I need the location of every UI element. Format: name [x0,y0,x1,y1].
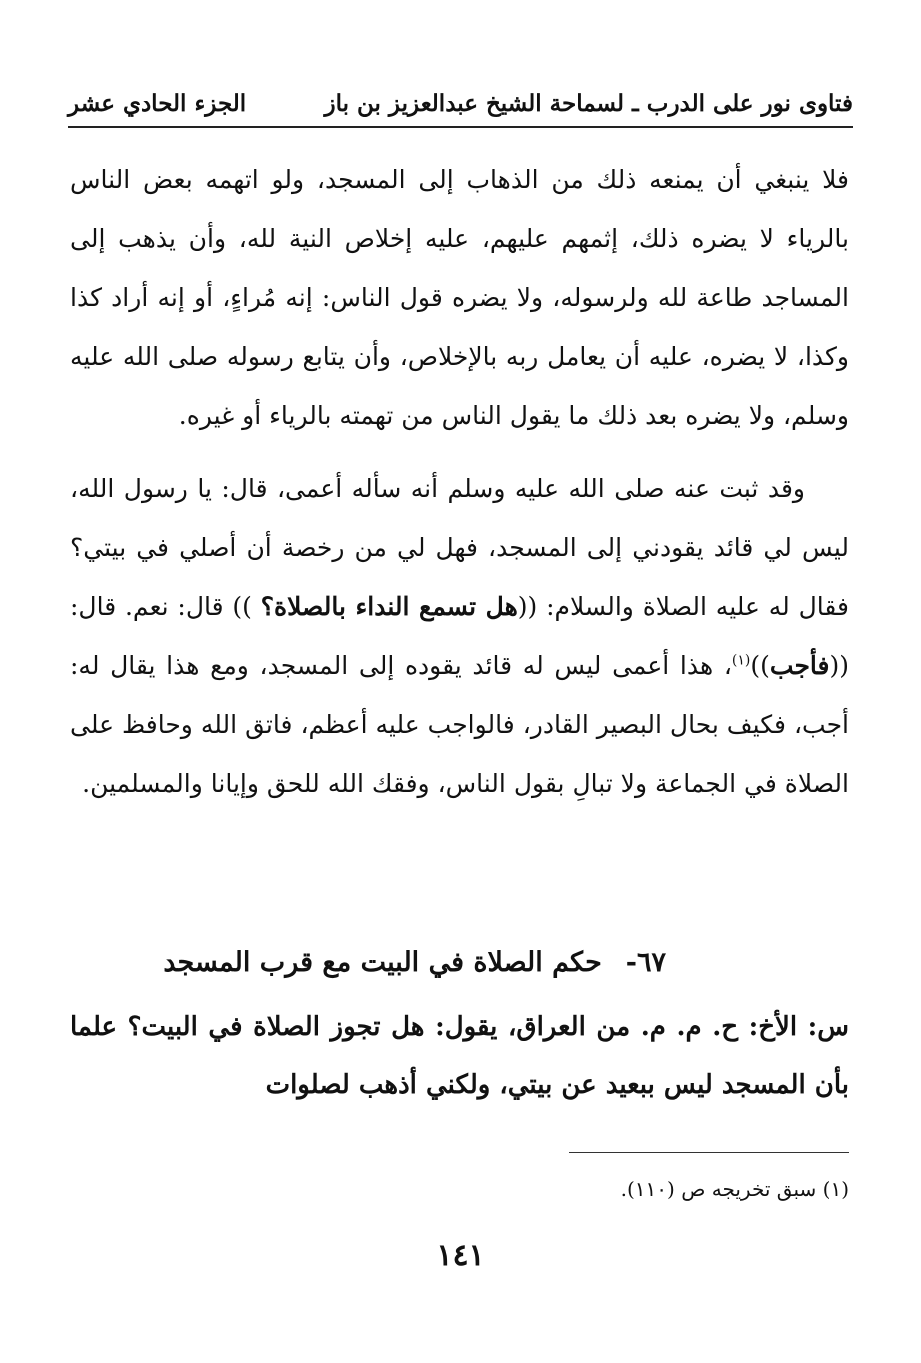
body-text [70,150,849,813]
running-head [68,86,853,122]
running-head-title: فتاوى نور على الدرب ـ لسماحة الشيخ عبدالعزيز بن باز [324,90,853,117]
page-number: ١٤١ [436,1238,485,1273]
paragraph-2 [70,459,849,813]
hadith-quote-2: فأجب [769,651,830,680]
hadith-quote-1: هل تسمع النداء بالصلاة؟ [260,592,518,621]
section-number: ٦٧- [625,947,666,978]
footnote: (١) سبق تخريجه ص (١١٠). [620,1177,849,1201]
question-text: س: الأخ: ح. م. م. من العراق، يقول: هل تجوز الصلاة في البيت؟ علما بأن المسجد ليس ببعيد عن بيتي، ولكني أذهب لصلوات [70,1012,849,1100]
paragraph-2-part4: ، هذا أعمى ليس له قائد يقوده إلى المسجد، ومع هذا يقال له: أجب، فكيف بحال البصير القادر، فالواجب عليه أعظم، فاتق الله وحافظ على الصلاة في الجماعة ولا تبالِ بقول الناس، وفقك الله للحق وإيانا والمسلمين. [70,651,849,798]
footnote-rule [569,1152,849,1153]
running-head-volume: الجزء الحادي عشر [68,90,247,117]
paragraph-1: فلا ينبغي أن يمنعه ذلك من الذهاب إلى المسجد، ولو اتهمه بعض الناس بالرياء لا يضره ذلك، إثمهم عليهم، عليه إخلاص النية لله، وأن يذهب إلى المساجد طاعة لله ولرسوله، ولا يضره قول الناس: إنه مُراءٍ، أو إنه أراد كذا وكذا، لا يضره، عليه أن يعامل ربه بالإخلاص، وأن يتابع رسوله صلى الله عليه وسلم، ولا يضره بعد ذلك ما يقول الناس من تهمته بالرياء أو غيره. [70,165,849,430]
paragraph-2-part2: )) قال: نعم. قال: (( [70,592,849,680]
paragraph-2-part3: )) [750,651,770,680]
footnote-reference[interactable]: (١) [731,652,751,669]
paragraph-2-part1: وقد ثبت عنه صلى الله عليه وسلم أنه سأله أعمى، قال: يا رسول الله، ليس لي قائد يقودني إلى المسجد، فهل لي من رخصة أن أصلي في بيتي؟ فقال له عليه الصلاة والسلام: (( [70,474,849,621]
section-heading [70,938,666,988]
section-title: حكم الصلاة في البيت مع قرب المسجد [163,947,602,978]
header-rule [68,126,853,128]
